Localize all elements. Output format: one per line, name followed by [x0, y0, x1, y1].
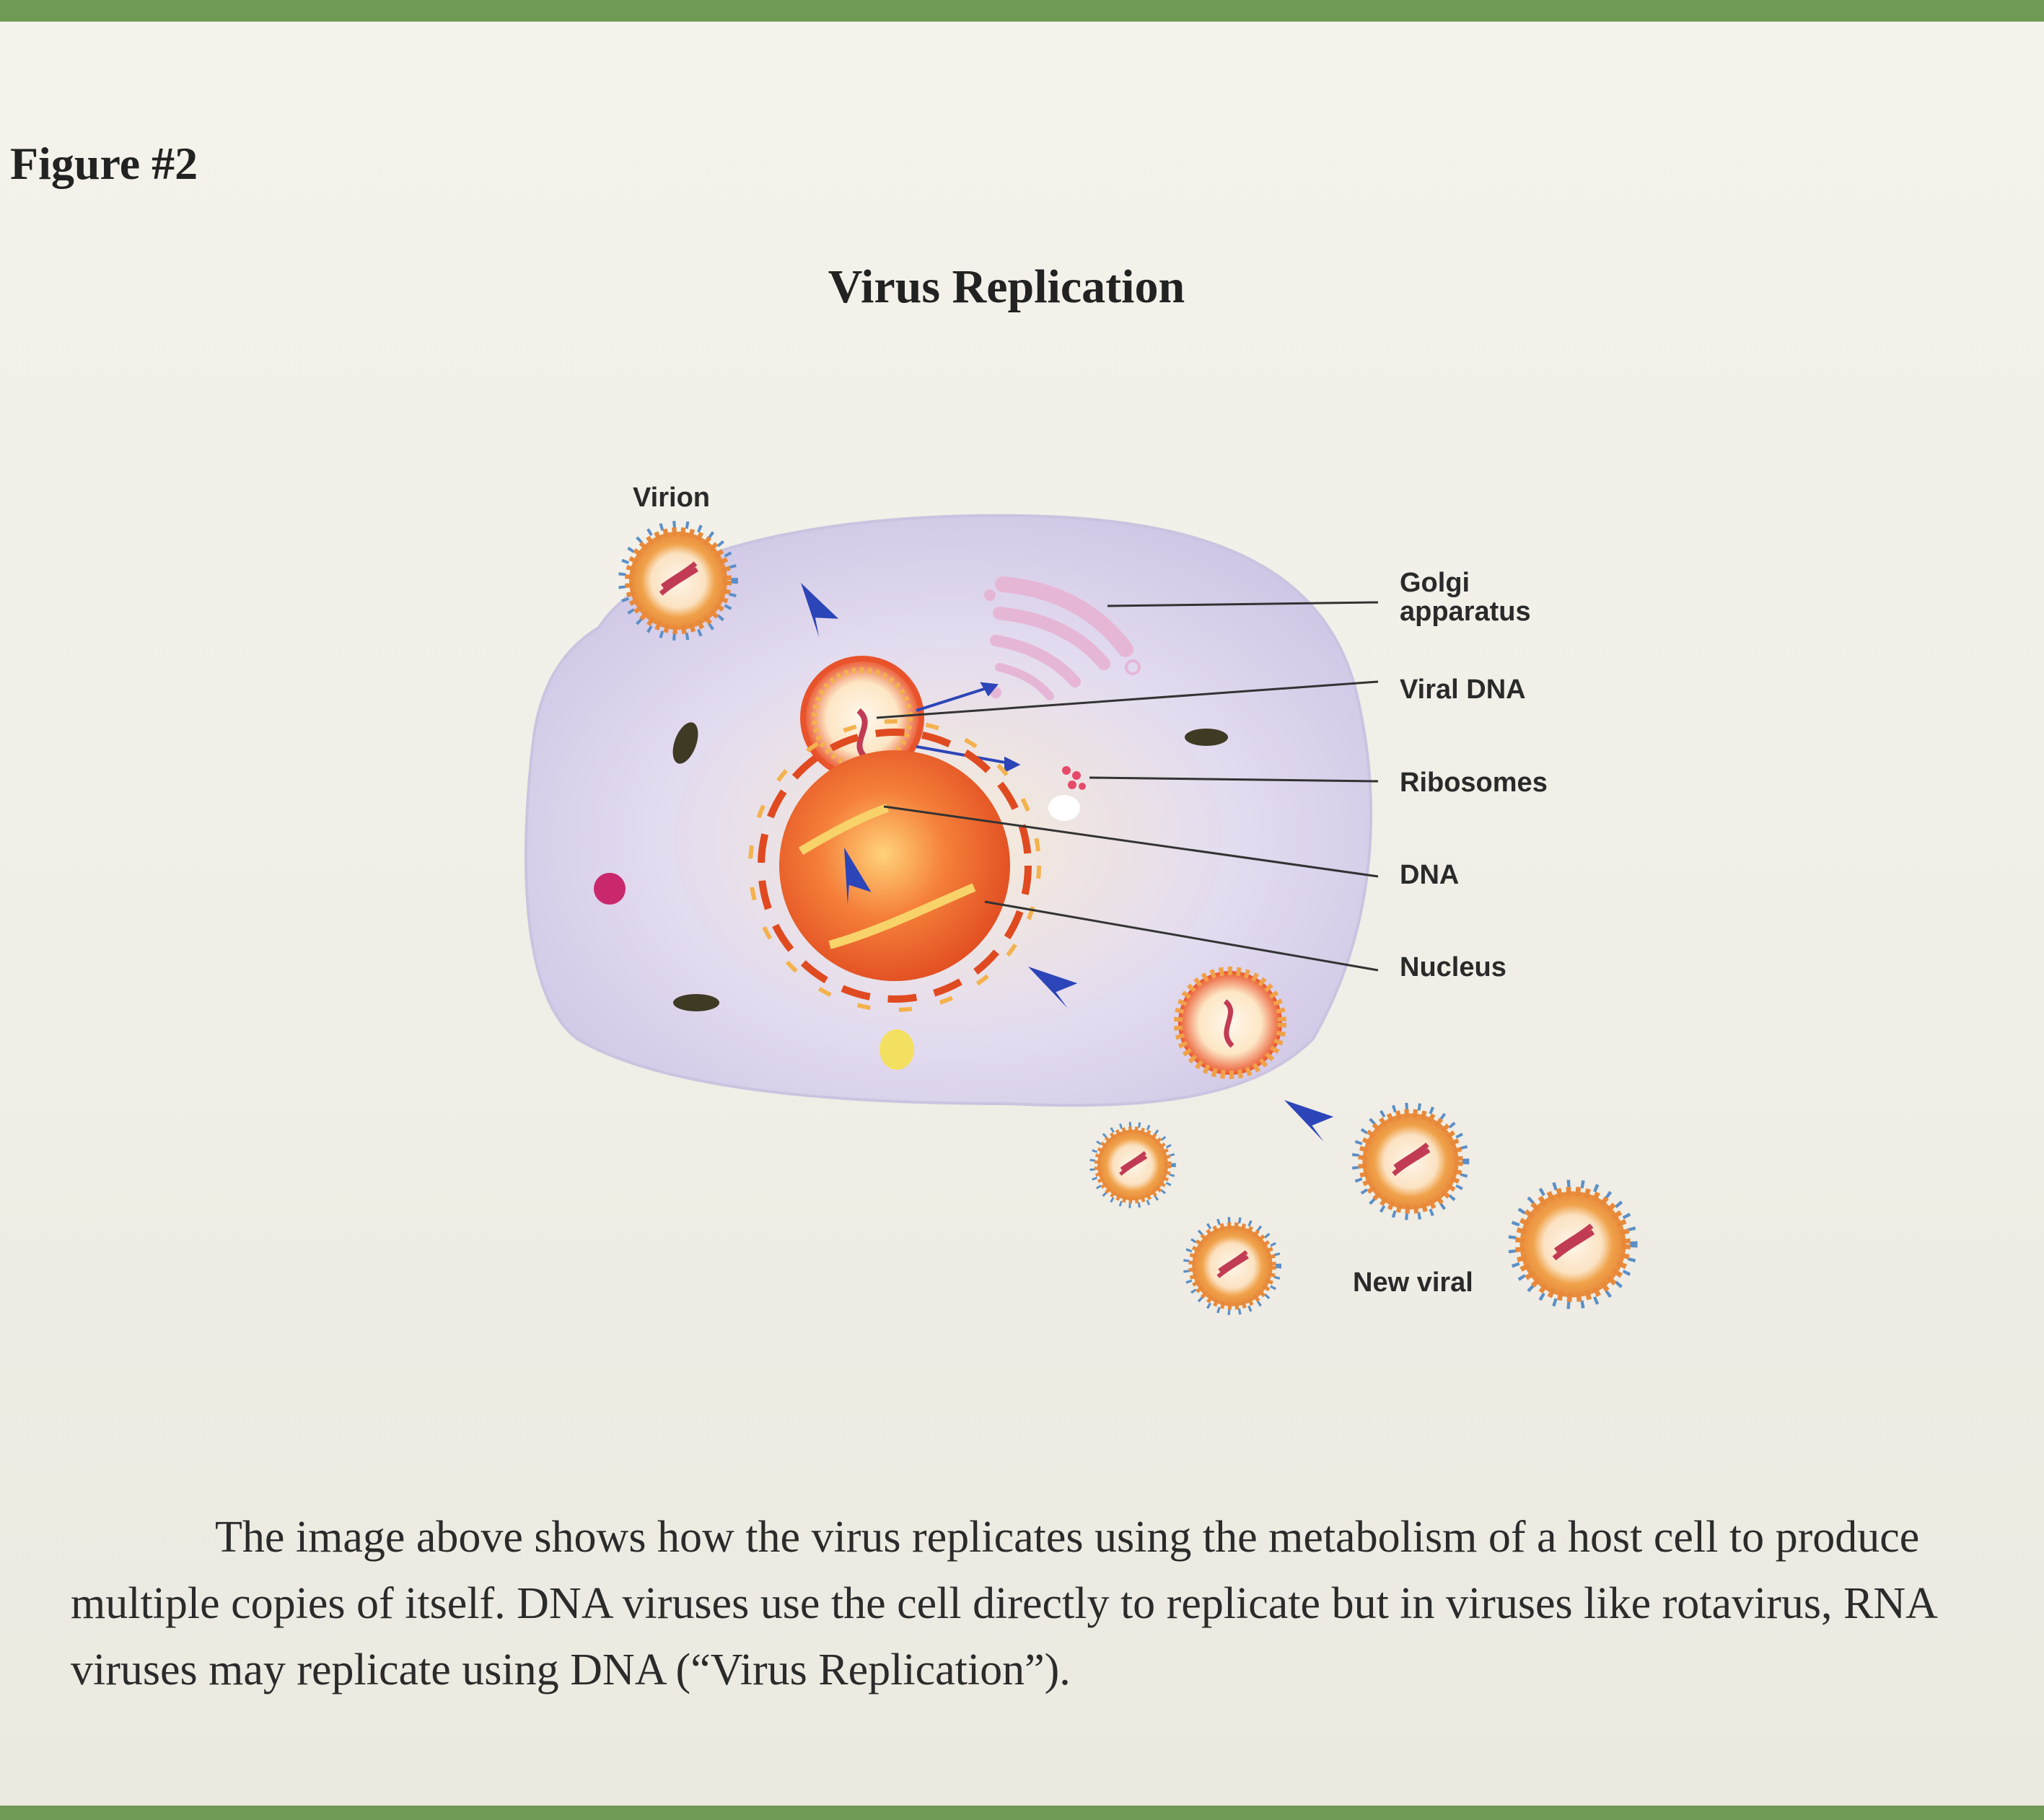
label-virion: Virion [633, 483, 710, 513]
vesicle-icon [1048, 795, 1080, 821]
label-nucleus: Nucleus [1400, 952, 1506, 982]
label-golgi: Golgi [1400, 568, 1470, 598]
mitochondrion-icon [673, 994, 719, 1011]
new-virion-icon [1092, 1125, 1173, 1205]
new-virion-icon [1186, 1220, 1278, 1312]
new-virion-icon [1356, 1107, 1466, 1217]
new-virion-icon [1512, 1184, 1633, 1305]
label-dna: DNA [1400, 860, 1460, 890]
label-apparatus: apparatus [1400, 597, 1531, 627]
mitochondrion-icon [1185, 729, 1228, 746]
label-new-viral: New viral [1353, 1267, 1473, 1298]
figure-label: Figure #2 [10, 138, 198, 189]
release-arrow-icon [1284, 1089, 1339, 1148]
label-viral-dna: Viral DNA [1400, 674, 1526, 705]
label-ribosomes: Ribosomes [1400, 768, 1548, 798]
caption-paragraph: The image above shows how the virus replicates using the metabolism of a host cell to produce multiple copies of itself. DNA viruses use the cell directly to replicate but in viruses like rotavirus, RNA viruses may replicate using DNA (“Virus Replication”). [71, 1513, 1936, 1694]
budding-virus-icon [1178, 971, 1282, 1075]
diagram-title: Virus Replication [828, 260, 1185, 313]
vacuole-icon [880, 1029, 914, 1070]
lysosome-icon [594, 873, 626, 905]
